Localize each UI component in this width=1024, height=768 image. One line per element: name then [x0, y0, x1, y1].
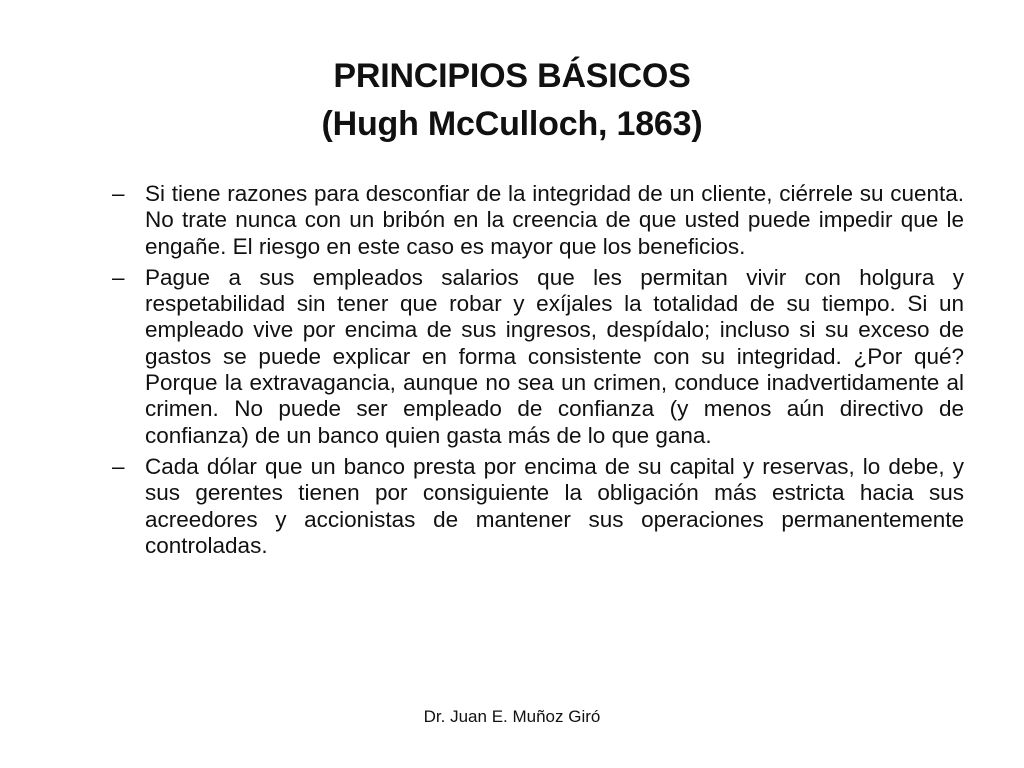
bullet-item-3 [112, 454, 964, 559]
bullet-text: Pague a sus empleados salarios que les permitan vivir con holgura y respetabilidad sin tener que robar y exíjales la totalidad de su tiempo. Si un empleado vive por encima de sus ingresos, despídalo; incluso si su exceso de gastos se puede explicar en forma consistente con su integridad. ¿Por qué? Porque la extravagancia, aunque no sea un crimen, conduce inadvertidamente al crimen. No puede ser empleado de confianza (y menos aún directivo de confianza) de un banco quien gasta más de lo que gana. [145, 264, 964, 448]
bullet-list [112, 181, 964, 564]
bullet-item-2 [112, 265, 964, 449]
bullet-dash: – [112, 453, 125, 479]
slide-footer-author: Dr. Juan E. Muñoz Giró [423, 707, 601, 726]
title-line-subtitle: (Hugh McCulloch, 1863) [321, 105, 703, 143]
bullet-item-1 [112, 181, 964, 260]
bullet-text: Cada dólar que un banco presta por encima de su capital y reservas, lo debe, y sus gerentes tienen por consiguiente la obligación más estricta hacia sus acreedores y accionistas de mantener sus operaciones permanentemente controladas. [145, 453, 964, 558]
bullet-text: Si tiene razones para desconfiar de la integridad de un cliente, ciérrele su cuenta. No trate nunca con un bribón en la creencia de que usted puede impedir que le engañe. El riesgo en este caso es mayor que los beneficios. [145, 181, 964, 259]
slide-title [0, 52, 1024, 148]
title-line-main: PRINCIPIOS BÁSICOS [333, 57, 691, 95]
bullet-dash: – [112, 181, 125, 206]
bullet-dash: – [112, 264, 125, 290]
